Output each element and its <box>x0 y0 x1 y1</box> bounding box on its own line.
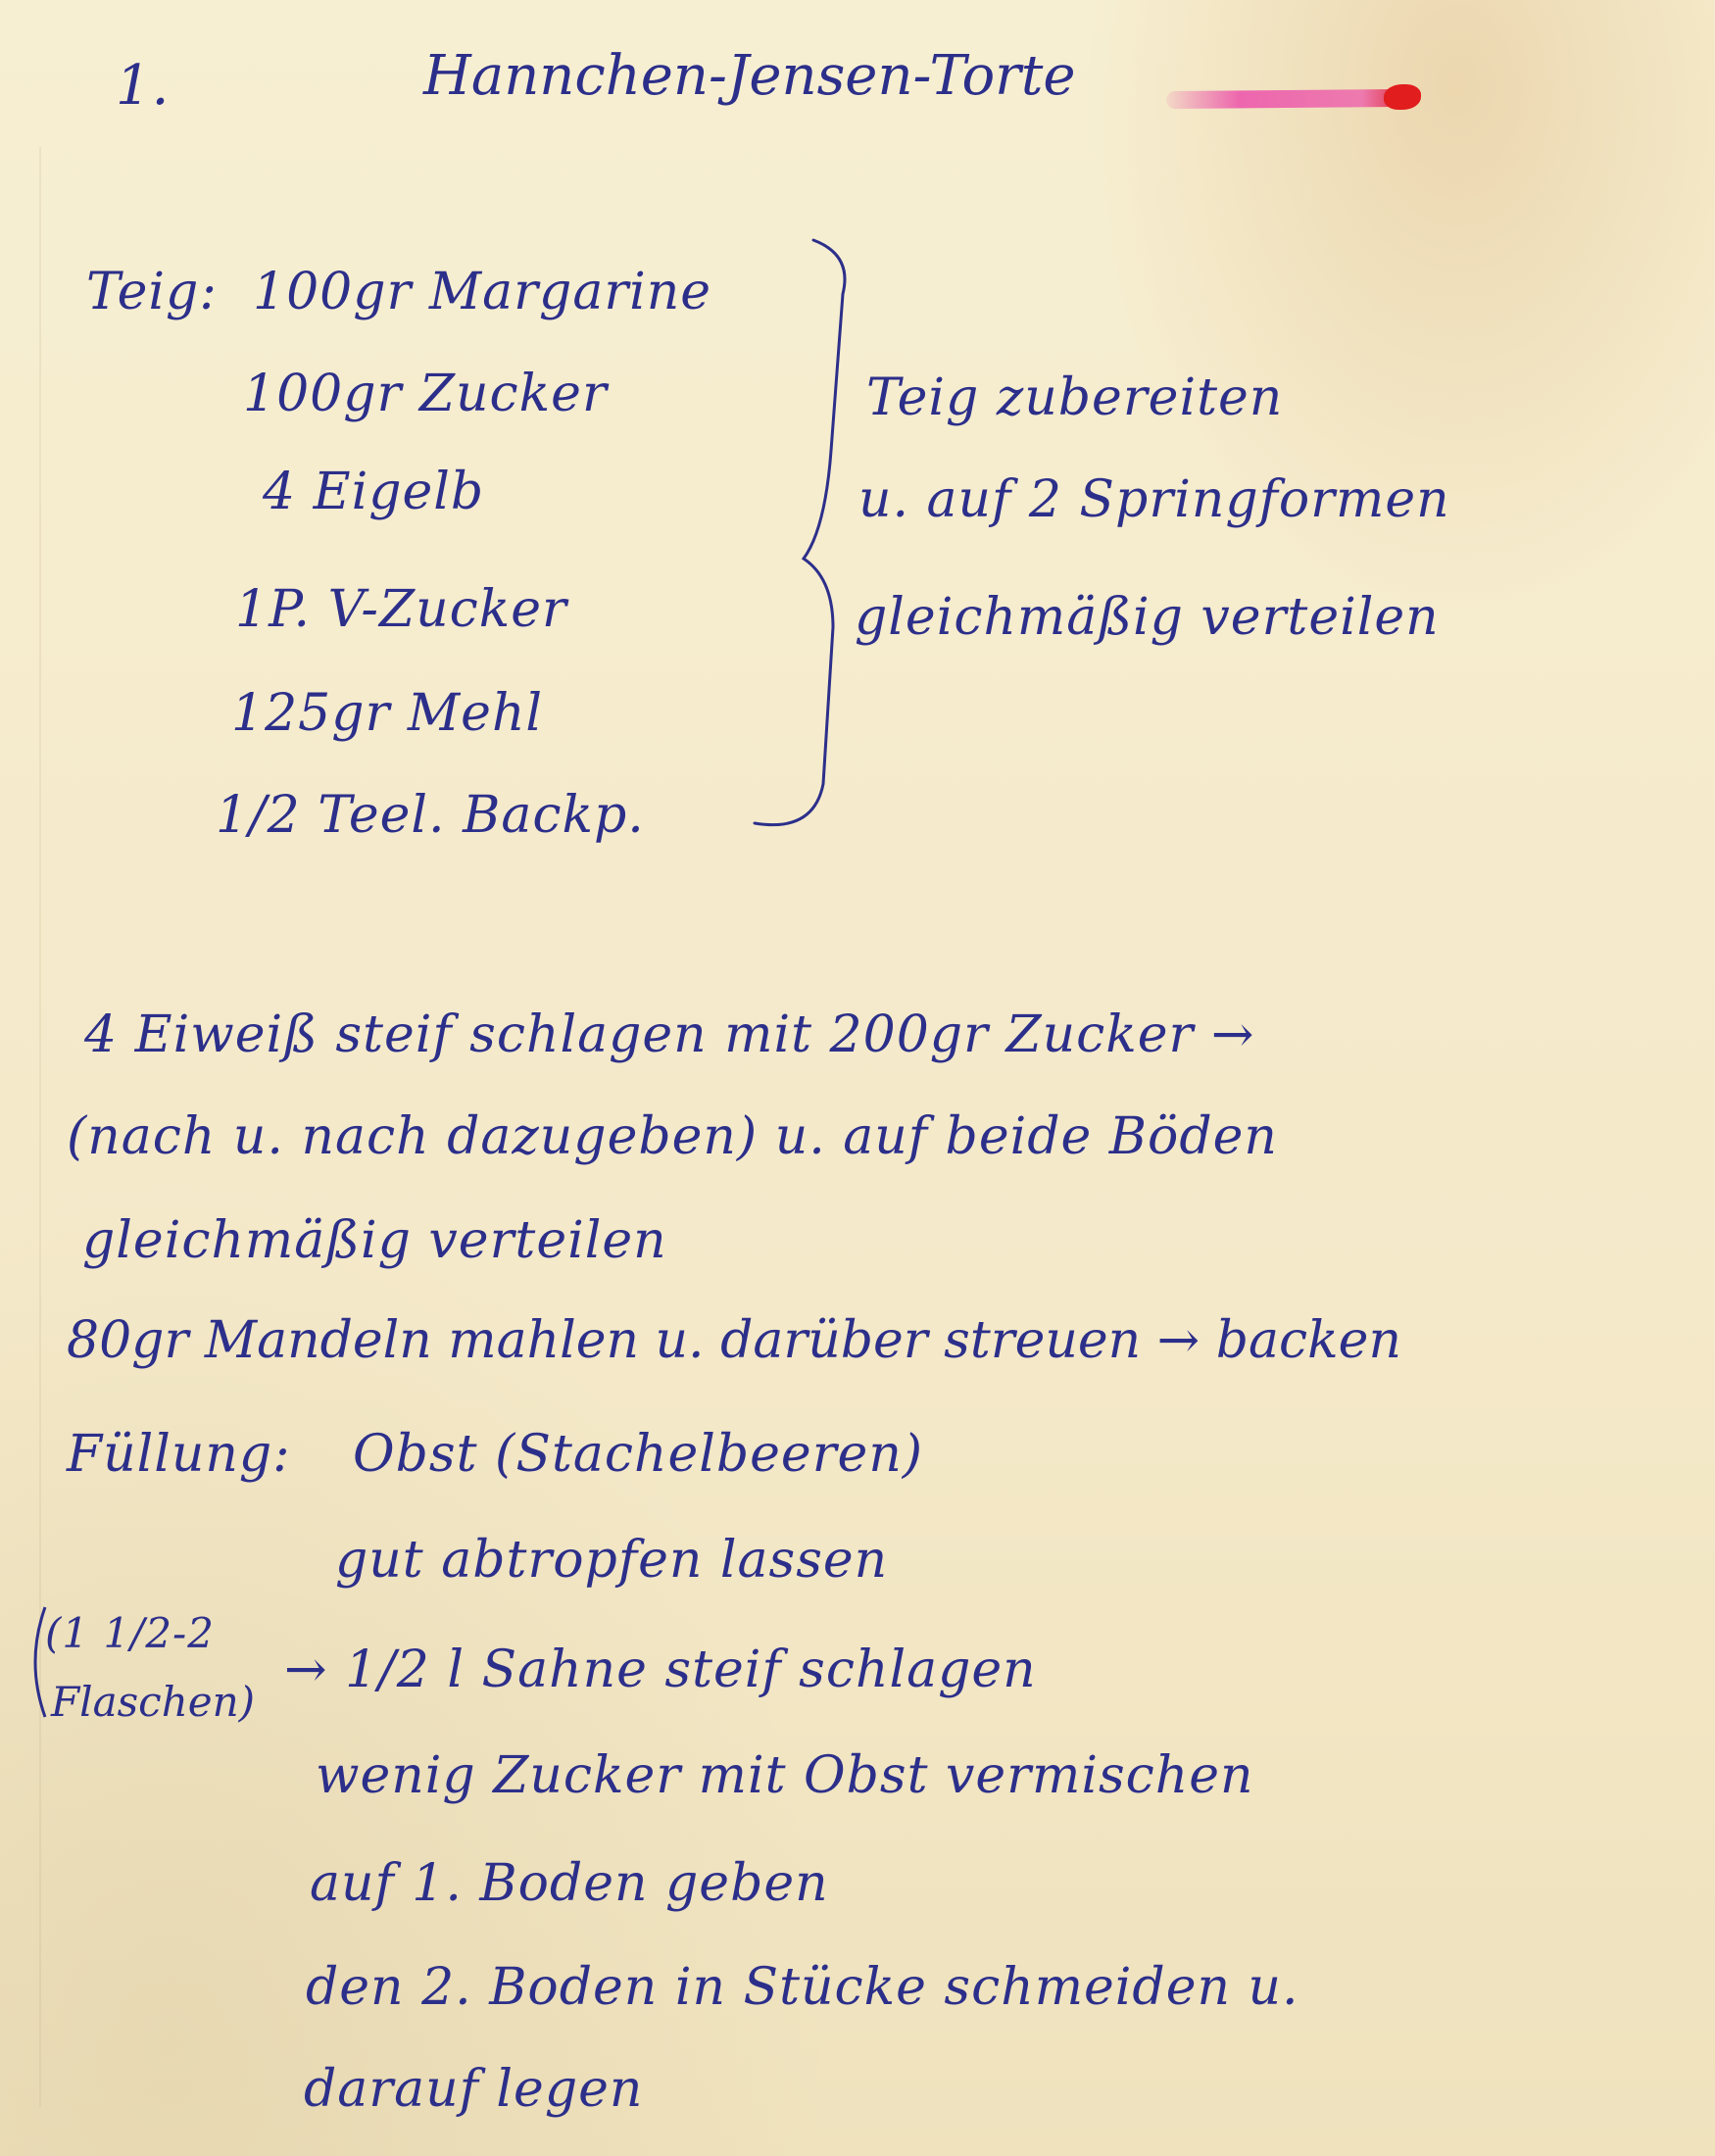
dough-ingredient: 125gr Mehl <box>231 684 544 743</box>
filling-line: darauf legen <box>304 2060 644 2119</box>
paper-crease <box>39 147 41 2107</box>
step-line: 4 Eiweiß steif schlagen mit 200gr Zucker → <box>84 1005 1255 1064</box>
filling-line: gut abtropfen lassen <box>335 1531 889 1590</box>
step-line: 80gr Mandeln mahlen u. darüber streuen → backen <box>67 1311 1401 1370</box>
dough-ingredient: 1/2 Teel. Backp. <box>216 786 645 845</box>
filling-line: → 1/2 l Sahne steif schlagen <box>284 1641 1037 1699</box>
filling-line: den 2. Boden in Stücke schmeiden u. <box>306 1958 1299 2017</box>
filling-line: Obst (Stachelbeeren) <box>353 1425 924 1484</box>
step-line: gleichmäßig verteilen <box>82 1211 667 1270</box>
step-line: (nach u. nach dazugeben) u. auf beide Böden <box>67 1107 1278 1166</box>
dough-ingredient: 100gr Zucker <box>243 365 608 423</box>
dough-ingredient: 4 Eigelb <box>263 463 485 521</box>
dough-ingredient: 1P. V-Zucker <box>235 580 567 639</box>
side-note-line: Flaschen) <box>51 1678 256 1726</box>
side-note-line: (1 1/2-2 <box>45 1609 215 1657</box>
highlighter-mark <box>1166 89 1411 109</box>
dough-label: Teig: <box>86 263 218 321</box>
dough-instruction: Teig zubereiten <box>866 368 1284 427</box>
dough-instruction: gleichmäßig verteilen <box>855 588 1440 647</box>
recipe-title: Hannchen-Jensen-Torte <box>423 44 1076 108</box>
curly-brace-icon <box>745 235 853 843</box>
dough-instruction: u. auf 2 Springformen <box>858 470 1450 529</box>
dough-ingredient: 100gr Margarine <box>253 263 712 321</box>
filling-line: wenig Zucker mit Obst vermischen <box>316 1746 1254 1805</box>
recipe-number: 1. <box>116 54 171 118</box>
filling-label: Füllung: <box>67 1425 291 1484</box>
red-ink-dot <box>1384 84 1421 110</box>
filling-line: auf 1. Boden geben <box>310 1854 829 1913</box>
